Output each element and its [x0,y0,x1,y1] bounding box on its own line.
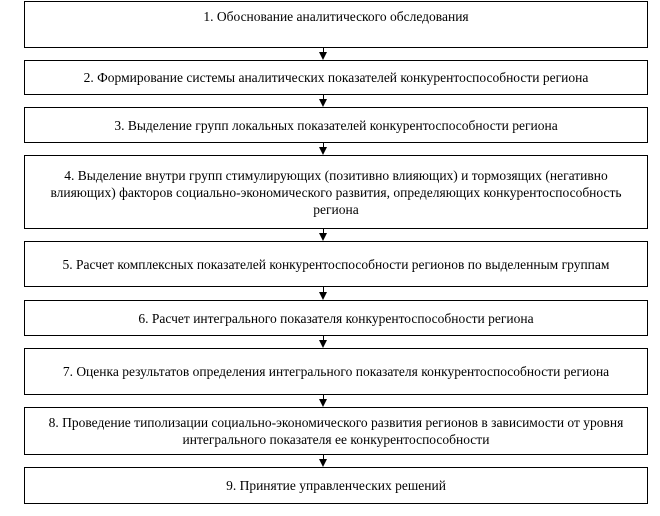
step-2-box: 2. Формирование системы аналитических показателей конкурентоспособности региона [24,60,648,95]
step-5-box: 5. Расчет комплексных показателей конкурентоспособности регионов по выделенным группам [24,241,648,287]
step-8-box: 8. Проведение типолизации социально-экономического развития регионов в зависимости от уровня интегрального показателя ее конкурентоспособности [24,407,648,455]
step-3-box: 3. Выделение групп локальных показателей конкурентоспособности региона [24,107,648,143]
step-7-box: 7. Оценка результатов определения интегрального показателя конкурентоспособности региона [24,348,648,395]
step-6-box: 6. Расчет интегрального показателя конкурентоспособности региона [24,300,648,336]
step-1-box: 1. Обоснование аналитического обследования [24,1,648,48]
step-9-box: 9. Принятие управленческих решений [24,467,648,504]
step-4-box: 4. Выделение внутри групп стимулирующих (позитивно влияющих) и тормозящих (негативно влияющих) факторов социально-экономического развития, определяющих конкурентоспособность региона [24,155,648,229]
